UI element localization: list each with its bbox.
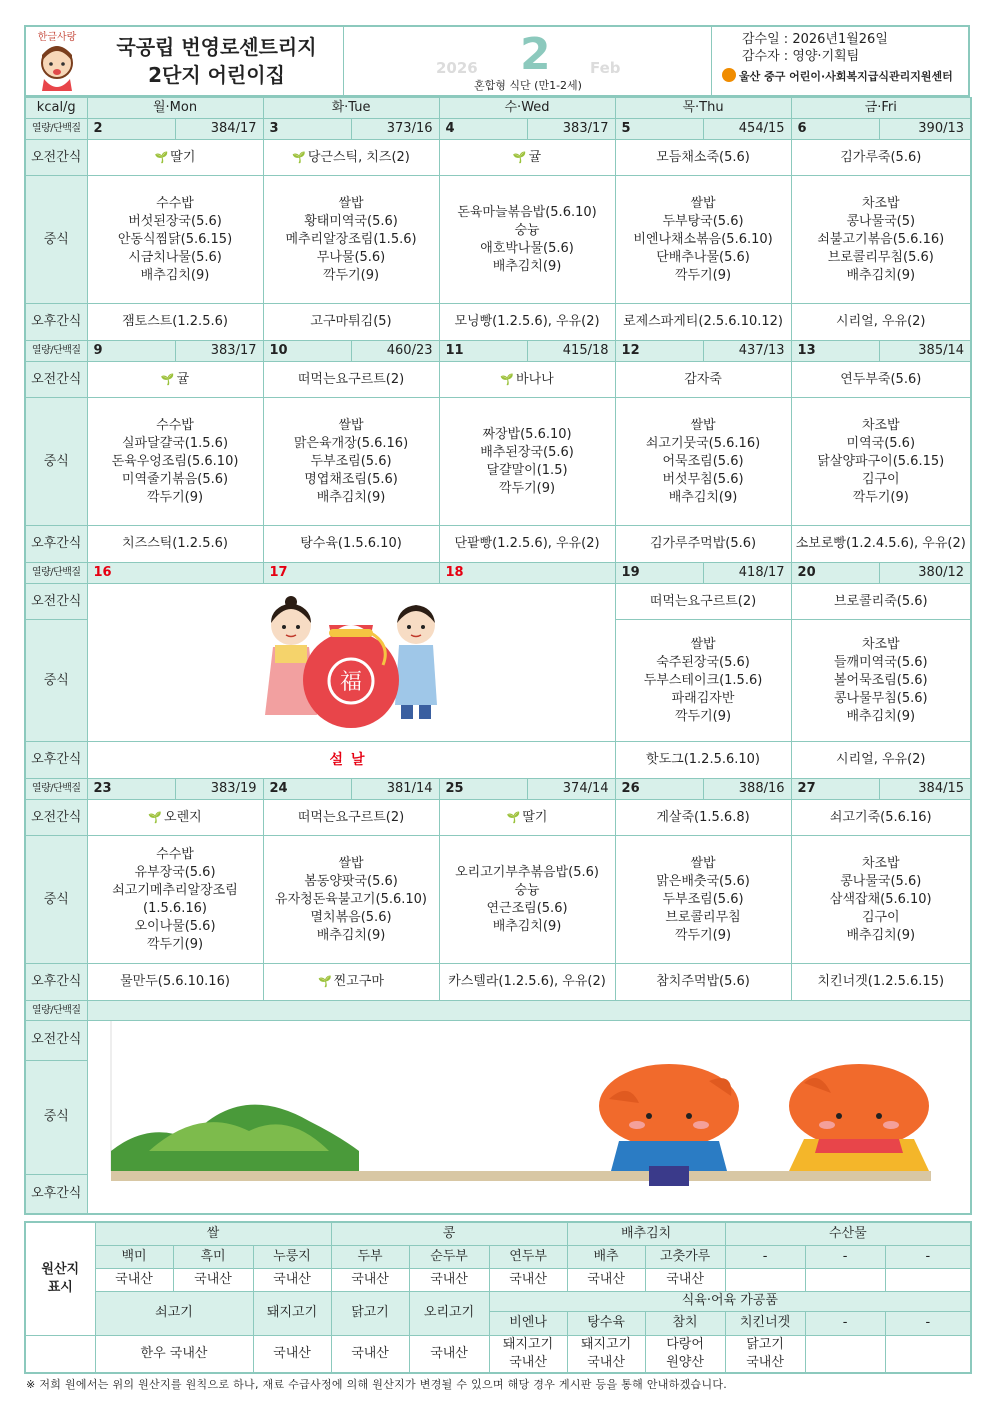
day-tue: 화·Tue <box>263 98 439 119</box>
day-number: 27 <box>791 779 879 800</box>
kcal-protein: 381/14 <box>351 779 439 800</box>
lunch-row <box>25 398 971 526</box>
lunch-menu: 수수밥 실파달걀국(1.5.6) 돈육우엉조림(5.6.10) 미역줄기볶음(5.6) 깍두기(9) <box>87 398 263 526</box>
pm-snack: 탕수육(1.5.6.10) <box>263 526 439 563</box>
row-label-lunch: 중식 <box>25 620 87 742</box>
lunch-menu: 쌀밥 맑은배춧국(5.6) 두부조림(5.6) 브로콜리무침 깍두기(9) <box>615 836 791 964</box>
row-label-lunch: 중식 <box>25 398 87 526</box>
menu-table <box>24 97 972 1215</box>
am-snack: 🌱 오렌지 <box>87 800 263 836</box>
am-snack: 🌱 딸기 <box>87 140 263 176</box>
origin-meat-value-row <box>25 1335 971 1373</box>
energy-row <box>25 779 971 800</box>
holiday-day-number: 18 <box>439 563 615 584</box>
kcal-protein: 415/18 <box>527 341 615 362</box>
row-label-energy: 열량/단백질 <box>25 563 87 584</box>
row-label-pm: 오후간식 <box>25 304 87 341</box>
inspect-date: 감수일 : 2026년1월26일 <box>742 32 888 47</box>
origin-title-spacer <box>25 1335 95 1373</box>
day-number: 5 <box>615 119 703 140</box>
day-number: 10 <box>263 341 351 362</box>
kcal-protein: 460/23 <box>351 341 439 362</box>
day-number: 6 <box>791 119 879 140</box>
center-title-line2: 2단지 어린이집 <box>148 63 285 87</box>
sprout-icon: 🌱 <box>292 150 306 164</box>
processed-title: 식육·어육 가공품 <box>489 1291 971 1311</box>
day-number: 20 <box>791 563 879 584</box>
pm-snack: 시리얼, 우유(2) <box>791 742 971 779</box>
origin-value: 국내산 <box>331 1335 409 1373</box>
origin-item: - <box>885 1245 971 1268</box>
kcal-protein: 388/16 <box>703 779 791 800</box>
origin-item: 닭고기 <box>331 1291 409 1335</box>
inspection-block <box>714 27 968 95</box>
am-snack: 모듬채소죽(5.6) <box>615 140 791 176</box>
lunch-menu: 수수밥 유부장국(5.6) 쇠고기메추리알장조림 (1.5.6.16) 오이나물(5.6) 깍두기(9) <box>87 836 263 964</box>
month-block <box>344 27 712 95</box>
month-number: 2 <box>520 29 551 80</box>
kcal-protein: 383/17 <box>175 341 263 362</box>
day-number: 2 <box>87 119 175 140</box>
am-snack: 브로콜리죽(5.6) <box>791 584 971 620</box>
sprout-icon: 🌱 <box>500 372 515 386</box>
row-label-lunch: 중식 <box>25 176 87 304</box>
origin-item: 배추 <box>567 1245 645 1268</box>
am-snack-row <box>25 1021 971 1061</box>
holiday-day-number: 17 <box>263 563 439 584</box>
holiday-label: 설날 <box>87 742 615 779</box>
origin-item-row <box>25 1245 971 1268</box>
am-snack: 떠먹는요구르트(2) <box>263 800 439 836</box>
origin-value: 국내산 <box>409 1268 489 1291</box>
day-number: 19 <box>615 563 703 584</box>
girl-logo-icon <box>26 27 88 95</box>
holiday-illustration <box>87 584 615 742</box>
logo-text: 한글사랑 <box>37 32 77 43</box>
origin-title: 원산지 표시 <box>25 1222 95 1335</box>
origin-value: 국내산 <box>253 1335 331 1373</box>
origin-value: 국내산 <box>567 1268 645 1291</box>
inspector: 감수자 : 영양·기획팀 <box>742 49 860 64</box>
day-number: 24 <box>263 779 351 800</box>
lunch-menu: 쌀밥 맑은육개장(5.6.16) 두부조림(5.6) 명엽채조림(5.6) 배추김치(9) <box>263 398 439 526</box>
day-number: 9 <box>87 341 175 362</box>
lunch-row <box>25 836 971 964</box>
am-snack: 🌱 딸기 <box>439 800 615 836</box>
lunch-menu: 돈육마늘볶음밥(5.6.10) 숭늉 애호박나물(5.6) 배추김치(9) <box>439 176 615 304</box>
kcal-protein: 437/13 <box>703 341 791 362</box>
pm-snack: 잼토스트(1.2.5.6) <box>87 304 263 341</box>
kcal-protein: 390/13 <box>879 119 971 140</box>
logo-box <box>26 27 88 95</box>
origin-value <box>725 1268 805 1291</box>
origin-item: 오리고기 <box>409 1291 489 1335</box>
processed-value: 돼지고기 국내산 <box>489 1335 567 1373</box>
processed-item: - <box>885 1311 971 1335</box>
pm-snack: 고구마튀김(5) <box>263 304 439 341</box>
day-number: 4 <box>439 119 527 140</box>
sprout-icon: 🌱 <box>154 150 169 164</box>
pm-snack: 김가루주먹밥(5.6) <box>615 526 791 563</box>
month-english: Feb <box>590 59 621 77</box>
energy-row <box>25 119 971 140</box>
am-snack: 떠먹는요구르트(2) <box>615 584 791 620</box>
row-label-pm: 오후간식 <box>25 964 87 1001</box>
lunch-menu: 짜장밥(5.6.10) 배추된장국(5.6) 달걀말이(1.5) 깍두기(9) <box>439 398 615 526</box>
am-snack: 쇠고기죽(5.6.16) <box>791 800 971 836</box>
energy-row <box>25 1001 971 1021</box>
row-label-energy: 열량/단백질 <box>25 1001 87 1021</box>
support-center <box>722 68 968 85</box>
lunch-menu: 쌀밥 쇠고기뭇국(5.6.16) 어묵조림(5.6) 버섯무침(5.6) 배추김치(9) <box>615 398 791 526</box>
origin-item: 고춧가루 <box>645 1245 725 1268</box>
kcal-protein: 454/15 <box>703 119 791 140</box>
row-label-energy: 열량/단백질 <box>25 341 87 362</box>
lunch-menu: 차조밥 콩나물국(5) 쇠불고기볶음(5.6.16) 브로콜리무침(5.6) 배추김치(9) <box>791 176 971 304</box>
footnote: ※ 저희 원에서는 위의 원산지를 원칙으로 하나, 재료 수급사정에 의해 원산지가 변경될 수 있으며 해당 경우 게시판 등을 통해 안내하겠습니다. <box>26 1378 728 1391</box>
origin-item: 쇠고기 <box>95 1291 253 1335</box>
row-label-energy: 열량/단백질 <box>25 119 87 140</box>
origin-item: - <box>725 1245 805 1268</box>
day-number: 3 <box>263 119 351 140</box>
center-title <box>90 27 344 95</box>
header <box>24 25 970 97</box>
pm-snack-row <box>25 964 971 1001</box>
am-snack: 🌱 귤 <box>87 362 263 398</box>
origin-value-row <box>25 1268 971 1291</box>
origin-item: 백미 <box>95 1245 173 1268</box>
row-label-am: 오전간식 <box>25 140 87 176</box>
year: 2026 <box>436 59 478 77</box>
menu-type: 혼합형 식단 (만1-2세) <box>474 79 582 92</box>
am-snack: 김가루죽(5.6) <box>791 140 971 176</box>
kcal-protein: 383/17 <box>527 119 615 140</box>
pm-snack: 로제스파게티(2.5.6.10.12) <box>615 304 791 341</box>
closing-illustration <box>87 1021 971 1215</box>
lucky-bag-children-icon <box>251 585 451 735</box>
origin-value: 국내산 <box>409 1335 489 1373</box>
row-label-am: 오전간식 <box>25 1021 87 1061</box>
processed-item: 탕수육 <box>567 1311 645 1335</box>
kcal-protein: 373/16 <box>351 119 439 140</box>
row-label-pm: 오후간식 <box>25 742 87 779</box>
am-snack: 🌱 당근스틱, 치즈(2) <box>263 140 439 176</box>
origin-meat-row <box>25 1291 971 1311</box>
origin-group: 배추김치 <box>567 1222 725 1245</box>
origin-item: 두부 <box>331 1245 409 1268</box>
row-label-am: 오전간식 <box>25 362 87 398</box>
pm-snack-row <box>25 742 971 779</box>
origin-table <box>24 1221 972 1374</box>
pm-snack: 치즈스틱(1.2.5.6) <box>87 526 263 563</box>
lunch-menu: 수수밥 버섯된장국(5.6) 안동식찜닭(5.6.15) 시금치나물(5.6) 배추김치(9) <box>87 176 263 304</box>
row-label-pm: 오후간식 <box>25 526 87 563</box>
kcal-protein: 385/14 <box>879 341 971 362</box>
day-number: 25 <box>439 779 527 800</box>
origin-value: 국내산 <box>645 1268 725 1291</box>
menu-page <box>24 25 970 1392</box>
origin-group: 콩 <box>331 1222 567 1245</box>
row-label-energy: 열량/단백질 <box>25 779 87 800</box>
origin-value: 한우 국내산 <box>95 1335 253 1373</box>
origin-item: 돼지고기 <box>253 1291 331 1335</box>
origin-value: 국내산 <box>253 1268 331 1291</box>
processed-value: 닭고기 국내산 <box>725 1335 805 1373</box>
row-label-lunch: 중식 <box>25 1060 87 1174</box>
energy-row <box>25 563 971 584</box>
processed-value <box>805 1335 885 1373</box>
day-number: 26 <box>615 779 703 800</box>
support-center-name: 울산 중구 어린이·사회복지급식관리지원센터 <box>739 70 953 83</box>
day-number: 23 <box>87 779 175 800</box>
energy-row <box>25 341 971 362</box>
am-snack: 게살죽(1.5.6.8) <box>615 800 791 836</box>
am-snack-row <box>25 362 971 398</box>
lunch-row <box>25 176 971 304</box>
processed-value: 다랑어 원양산 <box>645 1335 725 1373</box>
center-logo-icon <box>722 68 736 82</box>
day-mon: 월·Mon <box>87 98 263 119</box>
origin-value: 국내산 <box>331 1268 409 1291</box>
lunch-menu: 쌀밥 봄동양팟국(5.6) 유자청돈육불고기(5.6.10) 멸치볶음(5.6) 배추김치(9) <box>263 836 439 964</box>
origin-value <box>805 1268 885 1291</box>
am-snack-row <box>25 140 971 176</box>
pm-snack-row <box>25 526 971 563</box>
day-number: 11 <box>439 341 527 362</box>
am-snack-row <box>25 800 971 836</box>
lunch-menu: 쌀밥 황태미역국(5.6) 메추리알장조림(1.5.6) 무나물(5.6) 깍두기(9) <box>263 176 439 304</box>
day-number: 12 <box>615 341 703 362</box>
origin-group: 쌀 <box>95 1222 331 1245</box>
origin-value <box>885 1268 971 1291</box>
am-snack: 🌱 바나나 <box>439 362 615 398</box>
lunch-menu: 쌀밥 두부탕국(5.6) 비엔나채소볶음(5.6.10) 단배추나물(5.6) 깍두기(9) <box>615 176 791 304</box>
lunch-menu: 차조밥 콩나물국(5.6) 삼색잡채(5.6.10) 김구이 배추김치(9) <box>791 836 971 964</box>
pm-snack: 소보로빵(1.2.4.5.6), 우유(2) <box>791 526 971 563</box>
day-header-row <box>25 98 971 119</box>
am-snack: 연두부죽(5.6) <box>791 362 971 398</box>
sprout-icon: 🌱 <box>160 372 175 386</box>
day-thu: 목·Thu <box>615 98 791 119</box>
sprout-icon: 🌱 <box>506 810 521 824</box>
sprout-icon: 🌱 <box>512 150 527 164</box>
pm-snack: 치킨너겟(1.2.5.6.15) <box>791 964 971 1001</box>
pm-snack: 물만두(5.6.10.16) <box>87 964 263 1001</box>
pm-snack: 카스텔라(1.2.5.6), 우유(2) <box>439 964 615 1001</box>
holiday-day-number: 16 <box>87 563 263 584</box>
center-title-line1: 국공립 번영로센트리지 <box>116 35 317 59</box>
am-snack-row <box>25 584 971 620</box>
svg-text:福: 福 <box>340 669 363 695</box>
origin-value: 국내산 <box>173 1268 253 1291</box>
lunch-menu: 쌀밥 숙주된장국(5.6) 두부스테이크(1.5.6) 파래김자반 깍두기(9) <box>615 620 791 742</box>
origin-value: 국내산 <box>95 1268 173 1291</box>
row-label-am: 오전간식 <box>25 800 87 836</box>
kcal-protein: 374/14 <box>527 779 615 800</box>
day-number: 13 <box>791 341 879 362</box>
sprout-icon: 🌱 <box>148 810 163 824</box>
day-fri: 금·Fri <box>791 98 971 119</box>
am-snack: 🌱 귤 <box>439 140 615 176</box>
kcal-protein: 384/15 <box>879 779 971 800</box>
am-snack: 떠먹는요구르트(2) <box>263 362 439 398</box>
origin-item: 연두부 <box>489 1245 567 1268</box>
row-label-pm: 오후간식 <box>25 1174 87 1214</box>
lunch-menu: 차조밥 들깨미역국(5.6) 볼어묵조림(5.6) 콩나물무침(5.6) 배추김치(9) <box>791 620 971 742</box>
kcal-protein: 383/19 <box>175 779 263 800</box>
pm-snack: 모닝빵(1.2.5.6), 우유(2) <box>439 304 615 341</box>
processed-item: 치킨너겟 <box>725 1311 805 1335</box>
processed-item: 참치 <box>645 1311 725 1335</box>
kcal-protein: 380/12 <box>879 563 971 584</box>
origin-item: 누룽지 <box>253 1245 331 1268</box>
row-label-am: 오전간식 <box>25 584 87 620</box>
processed-value <box>885 1335 971 1373</box>
origin-item: 순두부 <box>409 1245 489 1268</box>
sprout-icon: 🌱 <box>318 975 332 988</box>
kcal-protein: 418/17 <box>703 563 791 584</box>
am-snack: 감자죽 <box>615 362 791 398</box>
corner-label: kcal/g <box>25 98 87 119</box>
pm-snack: 단팥빵(1.2.5.6), 우유(2) <box>439 526 615 563</box>
hanbok-characters-landscape-icon <box>89 1021 969 1207</box>
origin-item: 흑미 <box>173 1245 253 1268</box>
pm-snack: 참치주먹밥(5.6) <box>615 964 791 1001</box>
pm-snack-row <box>25 304 971 341</box>
day-wed: 수·Wed <box>439 98 615 119</box>
lunch-menu: 오리고기부추볶음밥(5.6) 숭늉 연근조림(5.6) 배추김치(9) <box>439 836 615 964</box>
kcal-protein: 384/17 <box>175 119 263 140</box>
origin-group-row <box>25 1222 971 1245</box>
row-label-lunch: 중식 <box>25 836 87 964</box>
origin-item: - <box>805 1245 885 1268</box>
lunch-menu: 차조밥 미역국(5.6) 닭살양파구이(5.6.15) 김구이 깍두기(9) <box>791 398 971 526</box>
processed-item: 비엔나 <box>489 1311 567 1335</box>
empty-energy <box>87 1001 971 1021</box>
pm-snack: 핫도그(1.2.5.6.10) <box>615 742 791 779</box>
origin-group: 수산물 <box>725 1222 971 1245</box>
processed-item: - <box>805 1311 885 1335</box>
pm-snack: 🌱 찐고구마 <box>263 964 439 1001</box>
origin-value: 국내산 <box>489 1268 567 1291</box>
pm-snack: 시리얼, 우유(2) <box>791 304 971 341</box>
processed-value: 돼지고기 국내산 <box>567 1335 645 1373</box>
